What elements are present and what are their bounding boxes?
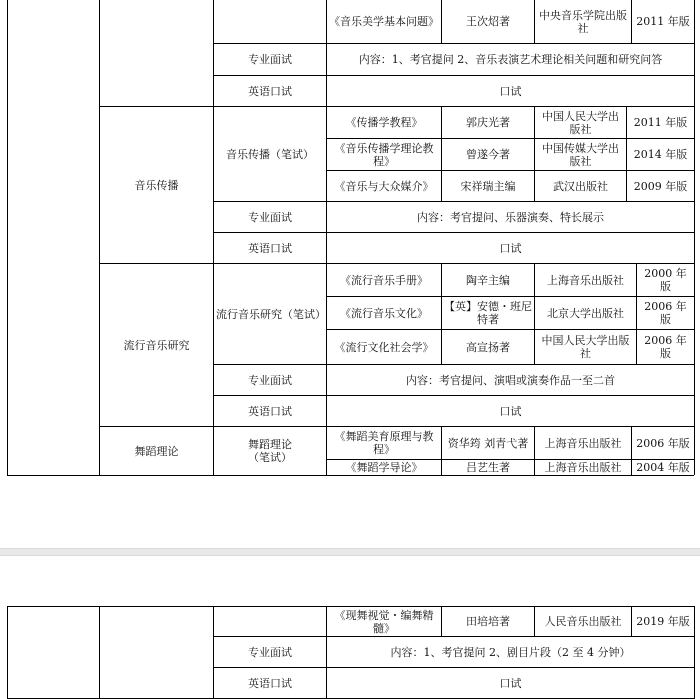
book-author: 资华筠 刘青弋著 [447,436,529,450]
interview-label: 专业面试 [248,210,292,224]
book-title: 《流行文化社会学》 [334,340,434,354]
book-year: 2004 年版 [636,461,690,474]
book-publisher: 中国传媒大学出版社 [542,141,619,168]
book-author: 宋祥瑞主编 [460,179,516,193]
table-border [694,606,695,699]
book-title: 《流行音乐文化》 [340,306,428,320]
oral-exam-content: 口试 [499,84,522,98]
book-author: 陶辛主编 [466,273,510,287]
program-name: 音乐传播 [134,178,179,192]
book-title: 《传播学教程》 [345,116,423,129]
book-publisher: 上海音乐出版社 [544,436,622,450]
book-publisher: 中国人民大学出版社 [542,109,619,136]
book-year: 2000 年版 [644,267,687,293]
book-year: 2011 年版 [636,15,690,28]
written-exam-name: 流行音乐研究（笔试） [216,307,326,321]
oral-exam-label: 英语口试 [248,241,292,255]
book-year: 2009 年版 [633,179,688,193]
book-year: 2006 年版 [644,334,687,360]
written-exam-name: 音乐传播（笔试） [226,147,314,161]
program-name: 舞蹈理论 [134,444,179,458]
program-name: 流行音乐研究 [123,338,190,352]
oral-exam-label: 英语口试 [248,404,292,418]
book-publisher: 上海音乐出版社 [544,461,622,474]
interview-label: 专业面试 [248,645,292,659]
book-author: 王次炤著 [466,15,510,28]
oral-exam-content: 口试 [499,676,522,690]
book-publisher: 中央音乐学院出版社 [539,8,627,35]
book-title: 《音乐美学基本问题》 [329,15,439,28]
book-title: 《音乐传播学理论教程》 [334,141,434,168]
book-title: 《现舞视觉・编舞精髓》 [334,608,434,635]
book-title: 《舞蹈学导论》 [345,461,423,474]
oral-exam-content: 口试 [499,241,522,255]
book-author: 高宣扬著 [466,340,510,354]
book-year: 2006 年版 [636,436,690,450]
book-publisher: 北京大学出版社 [547,306,624,320]
interview-content: 内容：1、考官提问 2、音乐表演艺术理论相关问题和研究问答 [358,53,663,66]
book-year: 2014 年版 [633,148,688,161]
book-publisher: 中国人民大学出版社 [541,334,630,360]
book-publisher: 人民音乐出版社 [544,615,622,628]
book-publisher: 上海音乐出版社 [547,273,624,287]
written-exam-name: 舞蹈理论（笔试） [248,438,292,464]
interview-label: 专业面试 [248,373,292,387]
table-border [7,475,694,476]
page-separator [0,548,700,556]
book-year: 2019 年版 [636,615,690,628]
interview-content: 内容：考官提问、乐器演奏、特长展示 [417,210,604,224]
oral-exam-label: 英语口试 [248,84,292,98]
book-author: 吕艺生著 [466,461,510,474]
interview-label: 专业面试 [248,53,292,66]
book-author: 郭庆光著 [466,116,510,129]
table-border [99,606,100,699]
interview-content: 内容：考官提问、演唱或演奏作品一至二首 [406,373,615,387]
table-border [7,0,8,475]
book-year: 2006 年版 [644,300,687,326]
book-title: 《音乐与大众媒介》 [334,179,434,193]
oral-exam-content: 口试 [499,404,522,418]
book-publisher: 武汉出版社 [553,179,608,193]
document-page-2 [0,556,700,699]
book-year: 2011 年版 [633,116,688,129]
interview-content: 内容：1、考官提问 2、剧目片段（2 至 4 分钟） [390,645,631,659]
book-author: 田培培著 [466,615,510,628]
book-title: 《舞蹈美育原理与教程》 [334,430,434,456]
table-border [694,0,695,475]
book-author: 【英】安德・班尼特著 [444,300,532,326]
book-title: 《流行音乐手册》 [340,273,428,287]
book-author: 曾遂今著 [466,148,510,161]
table-border [7,606,8,699]
oral-exam-label: 英语口试 [248,676,292,690]
